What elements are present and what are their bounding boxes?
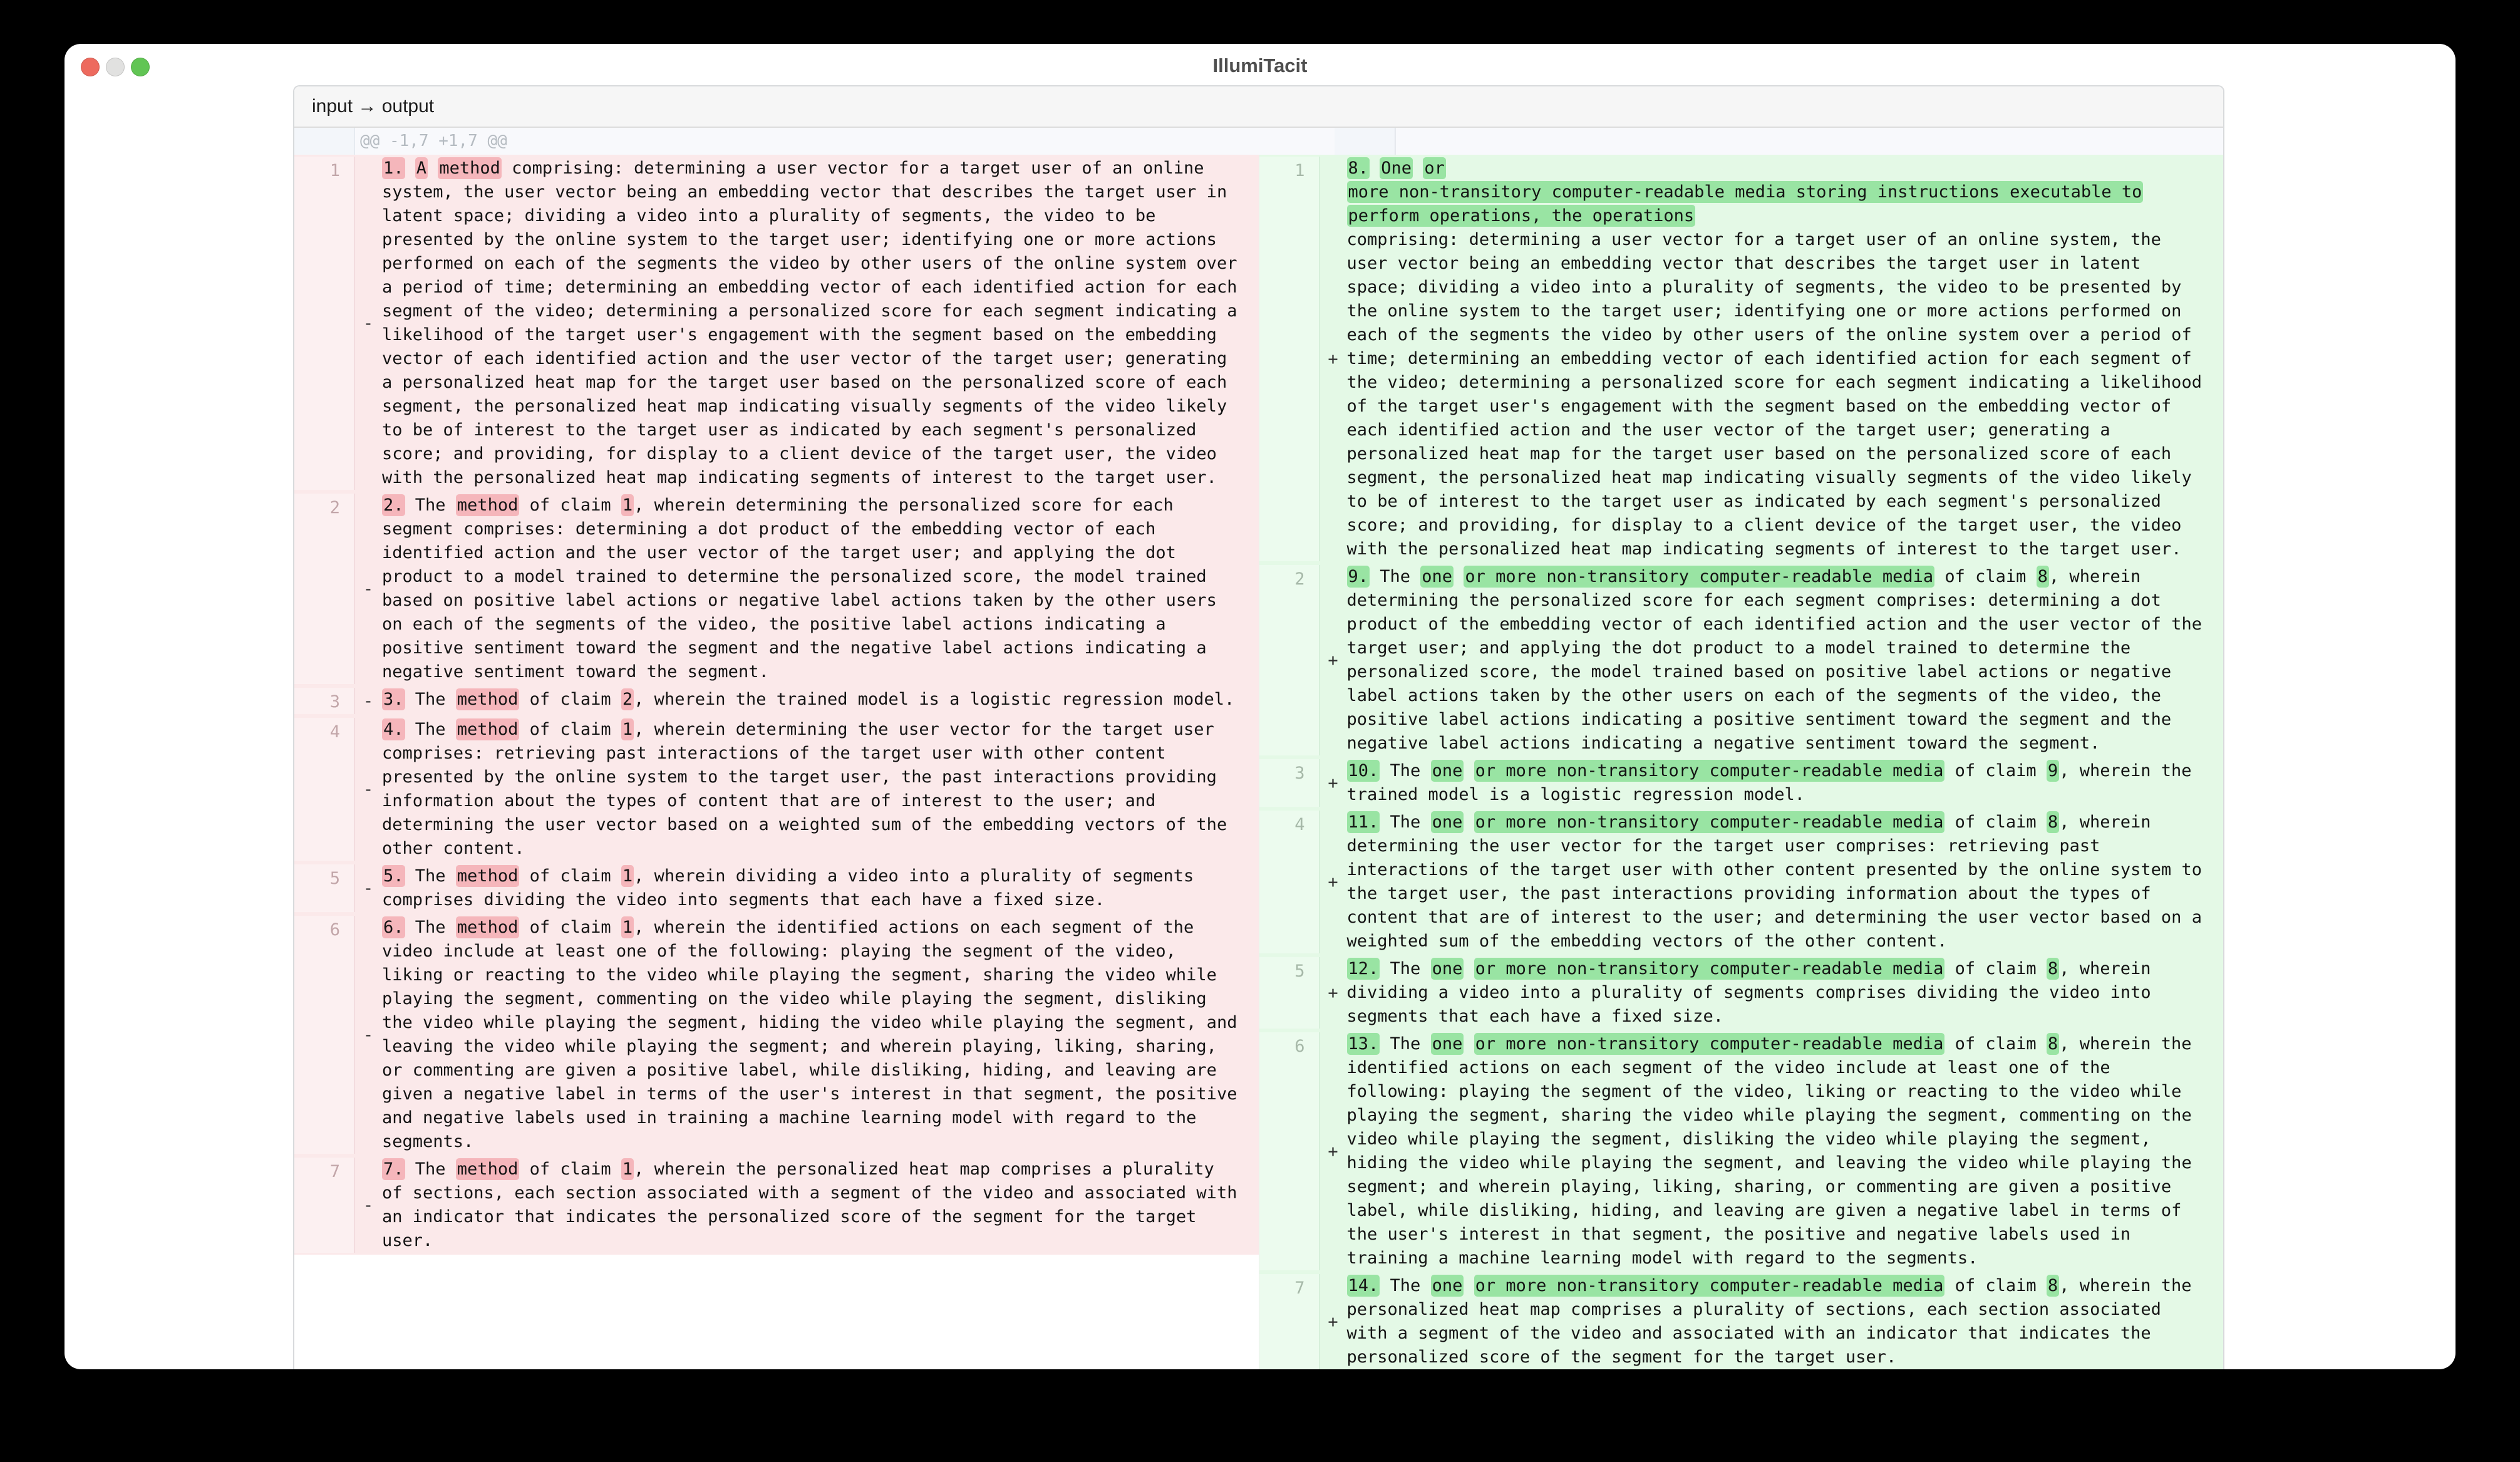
- changed-text: 8.: [1348, 158, 1369, 178]
- removed-marker-icon: -: [363, 1025, 374, 1045]
- changed-text: 1.: [383, 158, 404, 178]
- line-number: 2: [294, 494, 354, 684]
- changed-text: 2.: [383, 495, 404, 515]
- diff-panes: [294, 155, 2223, 1369]
- hunk-gutter-left: [294, 128, 355, 155]
- changed-text: 11.: [1348, 812, 1379, 832]
- line-number: 7: [294, 1158, 354, 1253]
- changed-text: 8: [2047, 812, 2058, 832]
- changed-text: 1: [622, 866, 633, 886]
- changed-text: 8: [2037, 567, 2048, 586]
- line-content: 14. The one or more non-transitory computer-readable media of claim 8, wherein the personalized heat map comprises a plurality of sections, each section associated with a segment of the video and associated with an indicator that indicates the personalized score of the segment for the target user.: [1346, 1276, 2192, 1367]
- hunk-header-row: [294, 128, 2223, 155]
- diff-panel: [293, 85, 2224, 1369]
- diff-row: [1259, 155, 2224, 563]
- changed-text: 1: [622, 495, 633, 515]
- changed-text: method: [457, 1159, 519, 1179]
- changed-text: or more non-transitory computer-readable media: [1475, 761, 1944, 780]
- line-content: 8. One or more non-transitory computer-readable media storing instructions executable to perform operations, the operations comprising: determining a user vector for a target user of an online system, the user vector being an embedding vector that describes the target user in latent space; dividing a video into a plurality of segments, the video to be presented by the online system to the target user; identifying one or more actions performed on each of the segments the video by other users of the online system over a period of time; determining an embedding vector of each identified action for each segment of the video; determining a personalized score for each segment indicating a likelihood of the target user's engagement with the segment based on the embedding vector of each identified action and the user vector of the target user; generating a personalized heat map for the target user based on the personalized score of each segment, the personalized heat map indicating visually segments of the video likely to be of interest to the target user as indicated by each segment's personalized score; and providing, for display to a client device of the target user, the video with the personalized heat map indicating segments of interest to the target user.: [1346, 158, 2202, 559]
- diff-row: [294, 686, 1259, 716]
- removed-marker-icon: -: [363, 579, 374, 599]
- line-number: 5: [294, 864, 354, 912]
- changed-text: 7.: [383, 1159, 404, 1179]
- added-marker-icon: +: [1328, 1312, 1338, 1332]
- titlebar: [65, 44, 2455, 85]
- line-content: 9. The one or more non-transitory computer-readable media of claim 8, wherein determining the personalized score for each segment comprises: determining a dot product of the embedding vector of each identified action and the user vector of the target user; and applying the dot product to a model trained to determine the personalized score, the model trained based on positive label actions or negative label actions taken by the other users on each of the segments of the video, the positive label actions indicating a positive sentiment toward the segment and the negative label actions indicating a negative sentiment toward the segment.: [1346, 567, 2202, 753]
- hunk-gutter-right: [1335, 128, 1395, 155]
- changed-text: 12.: [1348, 959, 1379, 978]
- removed-marker-icon: -: [363, 691, 374, 711]
- changed-text: One: [1381, 158, 1412, 178]
- line-content: 5. The method of claim 1, wherein dividing a video into a plurality of segments comprises dividing the video into segments that each have a fixed size.: [382, 866, 1194, 910]
- diff-row: [294, 155, 1259, 492]
- line-number: 2: [1259, 565, 1319, 755]
- diff-row: [1259, 1272, 2224, 1369]
- changed-text: 1: [622, 720, 633, 739]
- diff-row: [1259, 955, 2224, 1030]
- changed-text: 6.: [383, 918, 404, 937]
- line-number: 1: [1259, 157, 1319, 561]
- changed-text: or more non-transitory computer-readable media: [1475, 959, 1944, 978]
- removed-marker-icon: -: [363, 779, 374, 799]
- changed-text: 2: [622, 690, 633, 709]
- diff-row: [294, 716, 1259, 863]
- changed-text: or more non-transitory computer-readable media: [1475, 1034, 1944, 1054]
- diff-row: [294, 863, 1259, 914]
- changed-text: 8: [2047, 1276, 2058, 1295]
- line-number: 1: [294, 157, 354, 490]
- line-number: 4: [294, 718, 354, 861]
- changed-text: 9: [2047, 761, 2058, 780]
- diff-row: [294, 1156, 1259, 1255]
- line-number: 5: [1259, 957, 1319, 1029]
- changed-text: one: [1432, 761, 1463, 780]
- left-rows: [294, 155, 1259, 1255]
- diff-row: [294, 492, 1259, 686]
- app-window: [65, 44, 2455, 1369]
- changed-text: 13.: [1348, 1034, 1379, 1054]
- changed-text: method: [457, 495, 519, 515]
- line-number: 3: [1259, 759, 1319, 807]
- changed-text: one: [1422, 567, 1453, 586]
- added-marker-icon: +: [1328, 1141, 1338, 1161]
- line-number: 6: [294, 916, 354, 1154]
- line-content: 1. A method comprising: determining a user vector for a target user of an online system, the user vector being an embedding vector that describes the target user in latent space; dividing a video into a plurality of segments, the video to be presented by the online system to the target user; identifying one or more actions performed on each of the segments the video by other users of the online system over a period of time; determining an embedding vector of each identified action for each segment of the video; determining a personalized score for each segment indicating a likelihood of the target user's engagement with the segment based on the embedding vector of each identified action and the user vector of the target user; generating a personalized heat map for the target user based on the personalized score of each segment, the personalized heat map indicating visually segments of the video likely to be of interest to the target user as indicated by each segment's personalized score; and providing, for display to a client device of the target user, the video with the personalized heat map indicating segments of interest to the target user.: [382, 158, 1237, 487]
- window-title: IllumiTacit: [1212, 54, 1308, 76]
- line-content: 6. The method of claim 1, wherein the identified actions on each segment of the video include at least one of the following: playing the segment of the video, liking or reacting to the video while playing the segment, sharing the video while playing the segment, commenting on the video while playing the segment, disliking the video while playing the segment, hiding the video while playing the segment, and leaving the video while playing the segment; and wherein playing, liking, sharing, or commenting are given a positive label, while disliking, hiding, and leaving are given a negative label in terms of the user's interest in that segment, the positive and negative labels used in training a machine learning model with regard to the segments.: [382, 918, 1237, 1151]
- changed-text: method: [457, 690, 519, 709]
- line-content: 2. The method of claim 1, wherein determining the personalized score for each segment comprises: determining a dot product of the embedding vector of each identified action and the user vector of the target user; and applying the dot product to a model trained to determine the personalized score, the model trained based on positive label actions or negative label actions taken by the other users on each of the segments of the video, the positive label actions indicating a positive sentiment toward the segment and the negative label actions indicating a negative sentiment toward the segment.: [382, 495, 1217, 682]
- added-marker-icon: +: [1328, 650, 1338, 670]
- right-rows: [1259, 155, 2224, 1369]
- diff-row: [1259, 757, 2224, 809]
- removed-marker-icon: -: [363, 313, 374, 333]
- line-number: 7: [1259, 1274, 1319, 1369]
- line-content: 11. The one or more non-transitory computer-readable media of claim 8, wherein determining the user vector for the target user comprises: retrieving past interactions of the target user with other content presented by the online system to the target user, the past interactions providing information about the types of content that are of interest to the user; and determining the user vector based on a weighted sum of the embedding vectors of the other content.: [1346, 812, 2202, 951]
- added-marker-icon: +: [1328, 983, 1338, 1003]
- diff-row: [294, 914, 1259, 1156]
- left-pane[interactable]: [294, 155, 1259, 1255]
- changed-text: 1: [622, 918, 633, 937]
- removed-marker-icon: -: [363, 878, 374, 898]
- removed-marker-icon: -: [363, 1195, 374, 1215]
- changed-text: A: [416, 158, 427, 178]
- changed-text: or: [1424, 158, 1445, 178]
- changed-text: method: [439, 158, 500, 178]
- diff-row: [1259, 1030, 2224, 1272]
- changed-text: method: [457, 866, 519, 886]
- changed-text: 8: [2047, 959, 2058, 978]
- right-pane[interactable]: [1259, 155, 2224, 1369]
- line-content: 10. The one or more non-transitory computer-readable media of claim 9, wherein the trained model is a logistic regression model.: [1346, 761, 2192, 804]
- line-number: 3: [294, 688, 354, 714]
- added-marker-icon: +: [1328, 872, 1338, 892]
- diff-file-header: input → output: [294, 86, 2223, 128]
- changed-text: 5.: [383, 866, 404, 886]
- changed-text: 3.: [383, 690, 404, 709]
- changed-text: one: [1432, 1276, 1463, 1295]
- diff-row: [1259, 563, 2224, 757]
- changed-text: one: [1432, 812, 1463, 832]
- line-content: 3. The method of claim 2, wherein the trained model is a logistic regression model.: [383, 690, 1235, 709]
- changed-text: or more non-transitory computer-readable media: [1475, 1276, 1944, 1295]
- line-content: 13. The one or more non-transitory computer-readable media of claim 8, wherein the identified actions on each segment of the video include at least one of the following: playing the segment of the video, liking or reacting to the video while playing the segment, sharing the video while playing the segment, commenting on the video while playing the segment, disliking the video while playing the segment, hiding the video while playing the segment, and leaving the video while playing the segment; and wherein playing, liking, sharing, or commenting are given a positive label, while disliking, hiding, and leaving are given a negative label in terms of the user's interest in that segment, the positive and negative labels used in training a machine learning model with regard to the segments.: [1346, 1034, 2192, 1268]
- changed-text: 4.: [383, 720, 404, 739]
- added-marker-icon: +: [1328, 773, 1338, 793]
- line-content: 4. The method of claim 1, wherein determining the user vector for the target user comprises: retrieving past interactions of the target user with other content presented by the online system to the target user, the past interactions providing information about the types of content that are of interest to the user; and determining the user vector based on a weighted sum of the embedding vectors of the other content.: [382, 720, 1227, 858]
- changed-text: method: [457, 918, 519, 937]
- changed-text: one: [1432, 1034, 1463, 1054]
- line-number: 6: [1259, 1032, 1319, 1270]
- changed-text: or more non-transitory computer-readable media: [1465, 567, 1934, 586]
- line-number: 4: [1259, 811, 1319, 953]
- changed-text: 14.: [1348, 1276, 1379, 1295]
- changed-text: 1: [622, 1159, 633, 1179]
- hunk-header-right: [1395, 128, 2223, 155]
- changed-text: 10.: [1348, 761, 1379, 780]
- changed-text: one: [1432, 959, 1463, 978]
- changed-text: 9.: [1348, 567, 1369, 586]
- line-content: 7. The method of claim 1, wherein the personalized heat map comprises a plurality of sections, each section associated with a segment of the video and associated with an indicator that indicates the personalized score of the segment for the target user.: [382, 1159, 1237, 1250]
- changed-text: more non-transitory computer-readable media storing instructions executable to perform operations, the operations: [1348, 182, 2142, 226]
- added-marker-icon: +: [1328, 349, 1338, 369]
- line-content: 12. The one or more non-transitory computer-readable media of claim 8, wherein dividing a video into a plurality of segments comprises dividing the video into segments that each have a fixed size.: [1346, 959, 2151, 1026]
- changed-text: or more non-transitory computer-readable media: [1475, 812, 1944, 832]
- changed-text: 8: [2047, 1034, 2058, 1054]
- changed-text: method: [457, 720, 519, 739]
- diff-row: [1259, 809, 2224, 955]
- hunk-header: @@ -1,7 +1,7 @@: [360, 132, 507, 150]
